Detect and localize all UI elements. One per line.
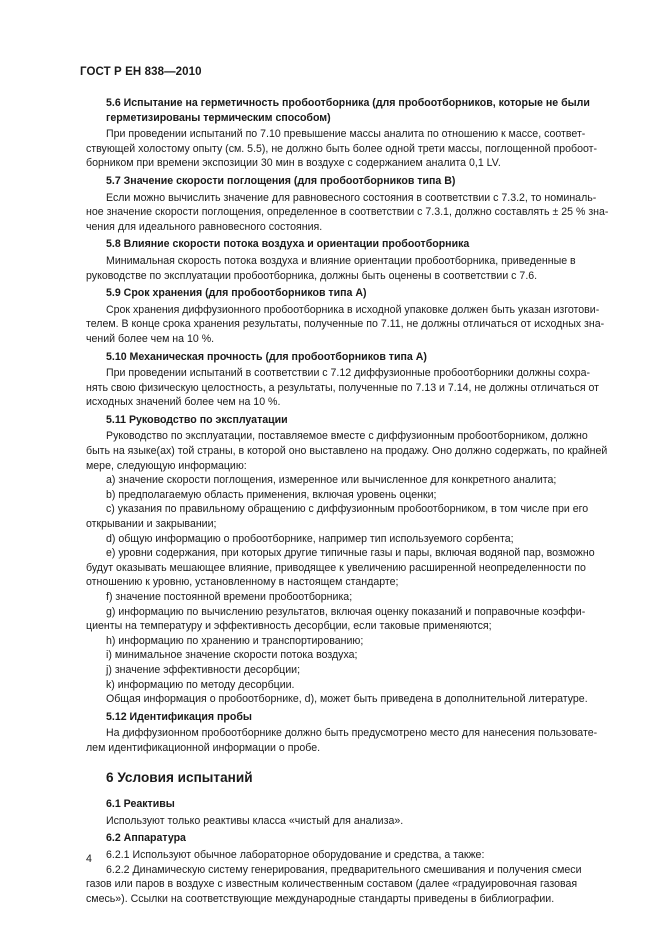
section-5-7-text: Если можно вычислить значение для равновесного состояния в соответствии с 7.3.2, то номиналь- ное значение скорости поглощения, определенное в соответствии с 7.3.1, должно составлять ± 25 % зна- чения для идеального равновесного состояния.: [86, 191, 609, 233]
section-5-11-title: 5.11 Руководство по эксплуатации: [106, 413, 288, 426]
list-item-c: c) указания по правильному обращению с диффузионным пробоотборником, в том числе при его открывании и закрывании;: [86, 503, 589, 531]
section-5-11-intro: Руководство по эксплуатации, поставляемое вместе с диффузионным пробоотборником, должно быть на языке(ах) той страны, в которой оно выставлено на продажу. Оно должно содержать, по крайней мере, следующую информацию:: [86, 430, 608, 472]
list-item-i: i) минимальное значение скорости потока воздуха;: [106, 649, 358, 662]
list-item-h: h) информацию по хранению и транспортированию;: [106, 634, 364, 647]
page-content: [86, 96, 614, 906]
section-5-8-title: 5.8 Влияние скорости потока воздуха и ориентации пробоотборника: [106, 238, 470, 251]
list-item-d: d) общую информацию о пробоотборнике, например тип используемого сорбента;: [106, 532, 514, 545]
section-5-6-title-line: 5.6 Испытание на герметичность пробоотборника (для пробоотборников, которые не были: [106, 97, 590, 109]
section-5-6-title-line: герметизированы термическим способом): [106, 111, 331, 124]
section-5-10-text: При проведении испытаний в соответствии с 7.12 диффузионные пробоотборники должны сохра- нять свою физическую целостность, а результаты, полученные по 7.13 и 7.14, не должны отличаться от исходных значений более чем на 10 %.: [86, 367, 600, 409]
section-5-9-text: Срок хранения диффузионного пробоотборника в исходной упаковке должен быть указан изготови- телем. В конце срока хранения результаты, полученные по 7.11, не должны отличаться от исходных зна- чений более чем на 10 %.: [86, 303, 605, 345]
list-item-k: k) информацию по методу десорбции.: [106, 678, 295, 691]
section-6-2-title: 6.2 Аппаратура: [106, 832, 186, 845]
section-6-2-1-text: 6.2.1 Используют обычное лабораторное оборудование и средства, а также:: [106, 848, 485, 861]
section-5-6-text: При проведении испытаний по 7.10 превышение массы аналита по отношению к массе, соответ- ствующей холостому опыту (см. 5.5), не должно быть более одной трети массы, поглощенной пробоот- борником при времени экспозиции 30 мин в воздухе с содержанием аналита 0,1 LV.: [86, 128, 598, 170]
list-item-j: j) значение эффективности десорбции;: [106, 663, 301, 676]
document-header: ГОСТ Р ЕН 838—2010: [80, 66, 202, 78]
section-5-11-note: Общая информация о пробоотборнике, d), может быть приведена в дополнительной литературе.: [106, 693, 588, 706]
section-5-12-title: 5.12 Идентификация пробы: [106, 710, 252, 723]
list-item-f: f) значение постоянной времени пробоотборника;: [106, 591, 353, 603]
list-item-b: b) предполагаемую область применения, включая уровень оценки;: [106, 488, 437, 501]
section-5-9-title: 5.9 Срок хранения (для пробоотборников типа А): [106, 287, 367, 300]
section-5-8-text: Минимальная скорость потока воздуха и влияние ориентации пробоотборника, приведенные в руководстве по эксплуатации пробоотборника, должны быть оценены в соответствии с 7.6.: [86, 254, 576, 282]
page-number: 4: [86, 853, 92, 865]
section-5-12-text: На диффузионном пробоотборнике должно быть предусмотрено место для нанесения пользовате- лем идентификационной информации о пробе.: [86, 727, 598, 754]
section-6-2-2-text: 6.2.2 Динамическую систему генерирования, предварительного смешивания и получения смеси газов или паров в воздухе с известным количественным составом (далее «градуировочная газовая смесь»). Ссылки на соответствующие международные стандарты приведены в библиографии.: [86, 863, 582, 905]
section-5-6-title: [86, 96, 614, 125]
section-6-title: 6 Условия испытаний: [106, 769, 253, 785]
section-6-1-title: 6.1 Реактивы: [106, 798, 175, 811]
section-5-10-title: 5.10 Механическая прочность (для пробоотборников типа А): [106, 350, 427, 363]
section-5-7-title: 5.7 Значение скорости поглощения (для пробоотборников типа В): [106, 174, 456, 187]
list-item-e: e) уровни содержания, при которых другие типичные газы и пары, включая водяной пар, возможно будут оказывать мешающее влияние, приводящее к увеличению расширенной неопределенности по отношению к уровню, установленному в настоящем стандарте;: [86, 547, 595, 589]
list-item-a: a) значение скорости поглощения, измеренное или вычисленное для конкретного аналита;: [106, 474, 557, 487]
section-6-1-text: Используют только реактивы класса «чистый для анализа».: [106, 814, 404, 827]
list-item-g: g) информацию по вычислению результатов, включая оценку показаний и поправочные коэффи- циенты на температуру и эффективность десорбции, если таковые применяются;: [86, 605, 586, 633]
